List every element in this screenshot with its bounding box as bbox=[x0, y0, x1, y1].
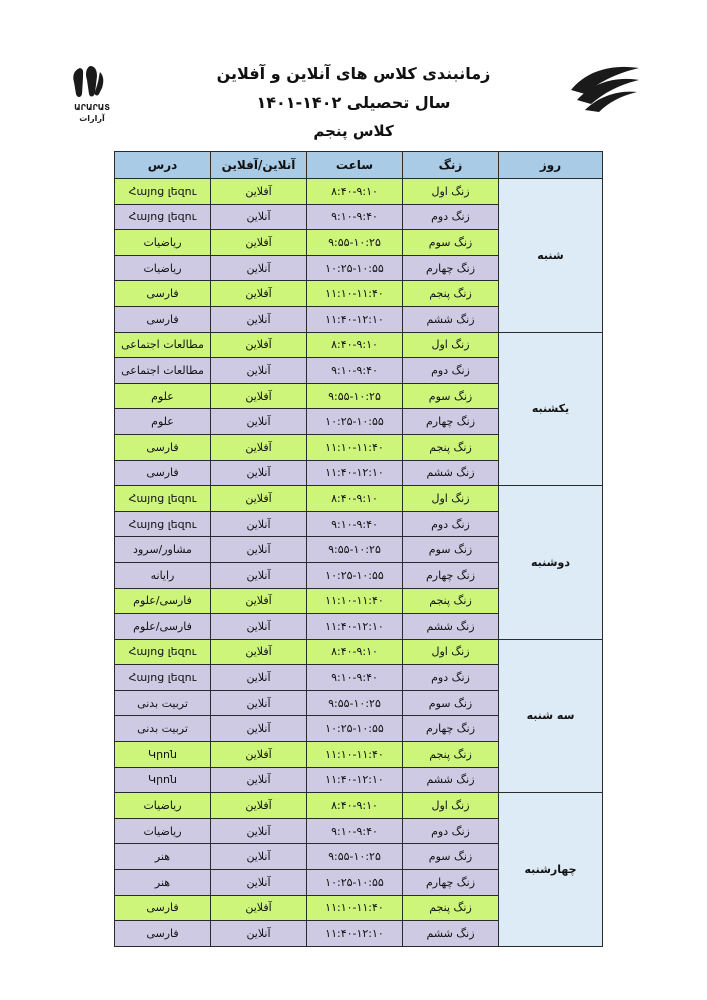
bell-cell: زنگ چهارم bbox=[403, 409, 499, 435]
bell-cell: زنگ چهارم bbox=[403, 562, 499, 588]
mode-cell: آنلاین bbox=[211, 537, 307, 563]
time-cell: ۸:۴۰-۹:۱۰ bbox=[307, 639, 403, 665]
bell-cell: زنگ اول bbox=[403, 332, 499, 358]
lesson-cell: Հայոց լեզու bbox=[115, 665, 211, 691]
day-cell: یکشنبه bbox=[499, 332, 603, 486]
lesson-cell: Հայոց լեզու bbox=[115, 204, 211, 230]
logo-persian-text: آرارات bbox=[79, 114, 105, 123]
mode-cell: آفلاین bbox=[211, 230, 307, 256]
mode-cell: آفلاین bbox=[211, 434, 307, 460]
header-mode: آنلاین/آفلاین bbox=[211, 152, 307, 179]
lesson-cell: ریاضیات bbox=[115, 230, 211, 256]
time-cell: ۱۰:۲۵-۱۰:۵۵ bbox=[307, 255, 403, 281]
day-cell: چهارشنبه bbox=[499, 793, 603, 947]
header-day: روز bbox=[499, 152, 603, 179]
lesson-cell: ریاضیات bbox=[115, 255, 211, 281]
time-cell: ۹:۱۰-۹:۴۰ bbox=[307, 204, 403, 230]
bell-cell: زنگ اول bbox=[403, 639, 499, 665]
time-cell: ۹:۵۵-۱۰:۲۵ bbox=[307, 844, 403, 870]
mode-cell: آنلاین bbox=[211, 614, 307, 640]
mode-cell: آنلاین bbox=[211, 921, 307, 947]
bell-cell: زنگ پنجم bbox=[403, 588, 499, 614]
lesson-cell: Հայոց լեզու bbox=[115, 486, 211, 512]
table-row bbox=[115, 793, 603, 819]
day-cell: دوشنبه bbox=[499, 486, 603, 640]
bell-cell: زنگ اول bbox=[403, 793, 499, 819]
table-row bbox=[115, 639, 603, 665]
bell-cell: زنگ سوم bbox=[403, 537, 499, 563]
lesson-cell: مطالعات اجتماعی bbox=[115, 332, 211, 358]
bell-cell: زنگ چهارم bbox=[403, 870, 499, 896]
mode-cell: آفلاین bbox=[211, 895, 307, 921]
lesson-cell: مطالعات اجتماعی bbox=[115, 358, 211, 384]
mode-cell: آنلاین bbox=[211, 409, 307, 435]
time-cell: ۱۱:۱۰-۱۱:۴۰ bbox=[307, 742, 403, 768]
mode-cell: آنلاین bbox=[211, 844, 307, 870]
table-header-row bbox=[115, 152, 603, 179]
time-cell: ۹:۵۵-۱۰:۲۵ bbox=[307, 383, 403, 409]
time-cell: ۱۱:۴۰-۱۲:۱۰ bbox=[307, 614, 403, 640]
bell-cell: زنگ اول bbox=[403, 486, 499, 512]
bell-cell: زنگ دوم bbox=[403, 511, 499, 537]
time-cell: ۱۱:۴۰-۱۲:۱۰ bbox=[307, 921, 403, 947]
mode-cell: آفلاین bbox=[211, 383, 307, 409]
time-cell: ۱۱:۴۰-۱۲:۱۰ bbox=[307, 306, 403, 332]
bell-cell: زنگ پنجم bbox=[403, 742, 499, 768]
lesson-cell: Հայոց լեզու bbox=[115, 179, 211, 205]
mode-cell: آفلاین bbox=[211, 332, 307, 358]
lesson-cell: تربیت بدنی bbox=[115, 716, 211, 742]
bell-cell: زنگ سوم bbox=[403, 230, 499, 256]
mode-cell: آنلاین bbox=[211, 716, 307, 742]
bell-cell: زنگ اول bbox=[403, 179, 499, 205]
mode-cell: آنلاین bbox=[211, 306, 307, 332]
time-cell: ۱۱:۱۰-۱۱:۴۰ bbox=[307, 281, 403, 307]
time-cell: ۱۰:۲۵-۱۰:۵۵ bbox=[307, 716, 403, 742]
time-cell: ۱۱:۱۰-۱۱:۴۰ bbox=[307, 588, 403, 614]
bell-cell: زنگ سوم bbox=[403, 844, 499, 870]
mode-cell: آنلاین bbox=[211, 511, 307, 537]
mode-cell: آنلاین bbox=[211, 818, 307, 844]
bell-cell: زنگ ششم bbox=[403, 460, 499, 486]
bell-cell: زنگ چهارم bbox=[403, 255, 499, 281]
bell-cell: زنگ ششم bbox=[403, 767, 499, 793]
lesson-cell: Կրոն bbox=[115, 767, 211, 793]
lesson-cell: فارسی bbox=[115, 460, 211, 486]
lesson-cell: ریاضیات bbox=[115, 818, 211, 844]
page-title: زمانبندی کلاس های آنلاین و آفلاین bbox=[216, 64, 491, 83]
bell-cell: زنگ ششم bbox=[403, 921, 499, 947]
mode-cell: آنلاین bbox=[211, 204, 307, 230]
bell-cell: زنگ سوم bbox=[403, 383, 499, 409]
mode-cell: آنلاین bbox=[211, 358, 307, 384]
mode-cell: آفلاین bbox=[211, 486, 307, 512]
bell-cell: زنگ ششم bbox=[403, 614, 499, 640]
bell-cell: زنگ پنجم bbox=[403, 281, 499, 307]
lesson-cell: ریاضیات bbox=[115, 793, 211, 819]
lesson-cell: Հայոց լեզու bbox=[115, 639, 211, 665]
time-cell: ۱۰:۲۵-۱۰:۵۵ bbox=[307, 870, 403, 896]
mode-cell: آفلاین bbox=[211, 179, 307, 205]
time-cell: ۹:۱۰-۹:۴۰ bbox=[307, 665, 403, 691]
bell-cell: زنگ ششم bbox=[403, 306, 499, 332]
mode-cell: آنلاین bbox=[211, 870, 307, 896]
lesson-cell: فارسی bbox=[115, 895, 211, 921]
bell-cell: زنگ دوم bbox=[403, 358, 499, 384]
lesson-cell: فارسی bbox=[115, 306, 211, 332]
lesson-cell: علوم bbox=[115, 383, 211, 409]
lesson-cell: فارسی bbox=[115, 921, 211, 947]
lesson-cell: علوم bbox=[115, 409, 211, 435]
mode-cell: آفلاین bbox=[211, 793, 307, 819]
lesson-cell: Կրոն bbox=[115, 742, 211, 768]
time-cell: ۸:۴۰-۹:۱۰ bbox=[307, 332, 403, 358]
header-bell: زنگ bbox=[403, 152, 499, 179]
table-row bbox=[115, 332, 603, 358]
bell-cell: زنگ پنجم bbox=[403, 434, 499, 460]
logo-armenian-text: ԱՐԱՐԱՏ bbox=[74, 103, 110, 112]
mode-cell: آفلاین bbox=[211, 742, 307, 768]
time-cell: ۸:۴۰-۹:۱۰ bbox=[307, 793, 403, 819]
time-cell: ۱۱:۱۰-۱۱:۴۰ bbox=[307, 895, 403, 921]
time-cell: ۹:۱۰-۹:۴۰ bbox=[307, 818, 403, 844]
mode-cell: آفلاین bbox=[211, 588, 307, 614]
time-cell: ۱۱:۱۰-۱۱:۴۰ bbox=[307, 434, 403, 460]
mode-cell: آفلاین bbox=[211, 639, 307, 665]
bell-cell: زنگ دوم bbox=[403, 818, 499, 844]
bell-cell: زنگ پنجم bbox=[403, 895, 499, 921]
time-cell: ۱۰:۲۵-۱۰:۵۵ bbox=[307, 409, 403, 435]
time-cell: ۸:۴۰-۹:۱۰ bbox=[307, 179, 403, 205]
table-row bbox=[115, 179, 603, 205]
time-cell: ۹:۵۵-۱۰:۲۵ bbox=[307, 690, 403, 716]
mode-cell: آفلاین bbox=[211, 281, 307, 307]
bell-cell: زنگ سوم bbox=[403, 690, 499, 716]
header-lesson: درس bbox=[115, 152, 211, 179]
mode-cell: آنلاین bbox=[211, 665, 307, 691]
lesson-cell: فارسی bbox=[115, 434, 211, 460]
time-cell: ۹:۵۵-۱۰:۲۵ bbox=[307, 230, 403, 256]
lesson-cell: Հայոց լեզու bbox=[115, 511, 211, 537]
lesson-cell: مشاور/سرود bbox=[115, 537, 211, 563]
mode-cell: آنلاین bbox=[211, 562, 307, 588]
mode-cell: آنلاین bbox=[211, 255, 307, 281]
table-row bbox=[115, 486, 603, 512]
mode-cell: آنلاین bbox=[211, 690, 307, 716]
lesson-cell: رایانه bbox=[115, 562, 211, 588]
mode-cell: آنلاین bbox=[211, 767, 307, 793]
time-cell: ۹:۵۵-۱۰:۲۵ bbox=[307, 537, 403, 563]
academic-year: سال تحصیلی ۱۴۰۲-۱۴۰۱ bbox=[256, 93, 451, 112]
bell-cell: زنگ دوم bbox=[403, 204, 499, 230]
schedule-table bbox=[114, 151, 603, 947]
mode-cell: آنلاین bbox=[211, 460, 307, 486]
time-cell: ۹:۱۰-۹:۴۰ bbox=[307, 511, 403, 537]
lesson-cell: فارسی/علوم bbox=[115, 588, 211, 614]
day-cell: شنبه bbox=[499, 179, 603, 333]
time-cell: ۱۱:۴۰-۱۲:۱۰ bbox=[307, 460, 403, 486]
schedule-body bbox=[115, 179, 603, 947]
class-name: کلاس پنجم bbox=[313, 122, 394, 140]
lesson-cell: تربیت بدنی bbox=[115, 690, 211, 716]
bell-cell: زنگ دوم bbox=[403, 665, 499, 691]
bell-cell: زنگ چهارم bbox=[403, 716, 499, 742]
lesson-cell: فارسی/علوم bbox=[115, 614, 211, 640]
lesson-cell: هنر bbox=[115, 870, 211, 896]
time-cell: ۹:۱۰-۹:۴۰ bbox=[307, 358, 403, 384]
day-cell: سه شنبه bbox=[499, 639, 603, 793]
lesson-cell: هنر bbox=[115, 844, 211, 870]
header-time: ساعت bbox=[307, 152, 403, 179]
lesson-cell: فارسی bbox=[115, 281, 211, 307]
time-cell: ۱۱:۴۰-۱۲:۱۰ bbox=[307, 767, 403, 793]
time-cell: ۸:۴۰-۹:۱۰ bbox=[307, 486, 403, 512]
time-cell: ۱۰:۲۵-۱۰:۵۵ bbox=[307, 562, 403, 588]
